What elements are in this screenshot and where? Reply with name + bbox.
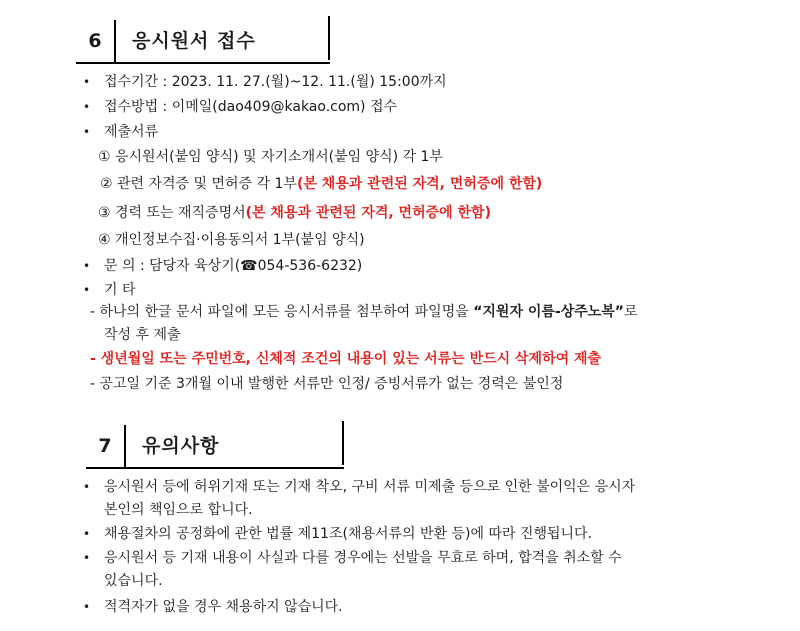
bullet: •	[83, 600, 91, 614]
submission-docs-label: 제출서류	[104, 124, 159, 140]
bullet: •	[83, 125, 91, 139]
notice-1-cont: 본인의 책임으로 합니다.	[104, 502, 253, 518]
section-7-header	[86, 425, 344, 467]
notice-2: 채용절차의 공정화에 관한 법률 제11조(채용서류의 반환 등)에 따라 진행됩니다.	[104, 526, 593, 542]
etc-item-3: - 공고일 기준 3개월 이내 발행한 서류만 인정/ 증빙서류가 없는 경력은 불인정	[90, 376, 564, 392]
notice-1: 응시원서 등에 허위기재 또는 기재 착오, 구비 서류 미제출 등으로 인한 불이익은 응시자	[104, 479, 636, 495]
section-6-number: 6	[88, 30, 102, 52]
application-period: 접수기간 : 2023. 11. 27.(월)~12. 11.(월) 15:00까지	[104, 74, 447, 90]
etc-item-1-filename: “지원자 이름-상주노복”	[473, 304, 625, 320]
notice-3-cont: 있습니다.	[104, 573, 163, 589]
section-6-right-edge	[328, 16, 330, 60]
doc-item-3-text: ③ 경력 또는 재직증명서	[98, 205, 246, 221]
etc-item-2: - 생년월일 또는 주민번호, 신체적 조건의 내용이 있는 서류는 반드시 삭제하여 제출	[90, 351, 602, 367]
section-7-title: 유의사항	[142, 435, 220, 457]
doc-item-2	[100, 174, 542, 194]
bullet: •	[83, 259, 91, 273]
section-7-right-edge	[342, 421, 344, 465]
section-7-number: 7	[98, 435, 112, 457]
bullet: •	[83, 75, 91, 89]
section-6-divider	[114, 20, 116, 64]
doc-item-1: ① 응시원서(붙임 양식) 및 자기소개서(붙임 양식) 각 1부	[98, 149, 443, 165]
etc-item-1-cont: 작성 후 제출	[104, 327, 181, 343]
bullet: •	[83, 283, 91, 297]
application-method: 접수방법 : 이메일(dao409@kakao.com) 접수	[104, 99, 398, 115]
section-7-underline	[86, 467, 344, 469]
doc-item-3-note: (본 채용과 관련된 자격, 면허증에 한함)	[245, 205, 491, 221]
bullet: •	[83, 527, 91, 541]
doc-item-2-text: ② 관련 자격증 및 면허증 각 1부	[100, 176, 297, 192]
etc-label: 기 타	[104, 282, 136, 298]
notice-4: 적격자가 없을 경우 채용하지 않습니다.	[104, 599, 343, 615]
etc-item-1-suffix: 로	[624, 304, 638, 320]
bullet: •	[83, 100, 91, 114]
doc-item-4: ④ 개인정보수집·이용동의서 1부(붙임 양식)	[98, 232, 365, 248]
doc-item-2-note: (본 채용과 관련된 자격, 면허증에 한함)	[296, 176, 543, 192]
doc-item-3	[98, 203, 491, 223]
bullet: •	[83, 480, 91, 494]
notice-3: 응시원서 등 기재 내용이 사실과 다를 경우에는 선발을 무효로 하며, 합격을 취소할 수	[104, 550, 622, 566]
section-6-header	[76, 20, 330, 62]
section-6-title: 응시원서 접수	[132, 30, 256, 52]
etc-item-1	[90, 302, 638, 322]
section-6-underline	[76, 62, 330, 64]
contact-info: 문 의 : 담당자 육상기(☎054-536-6232)	[104, 258, 363, 274]
bullet: •	[83, 551, 91, 565]
etc-item-1-text: - 하나의 한글 문서 파일에 모든 응시서류를 첨부하여 파일명을	[90, 304, 474, 320]
section-7-divider	[124, 425, 126, 469]
